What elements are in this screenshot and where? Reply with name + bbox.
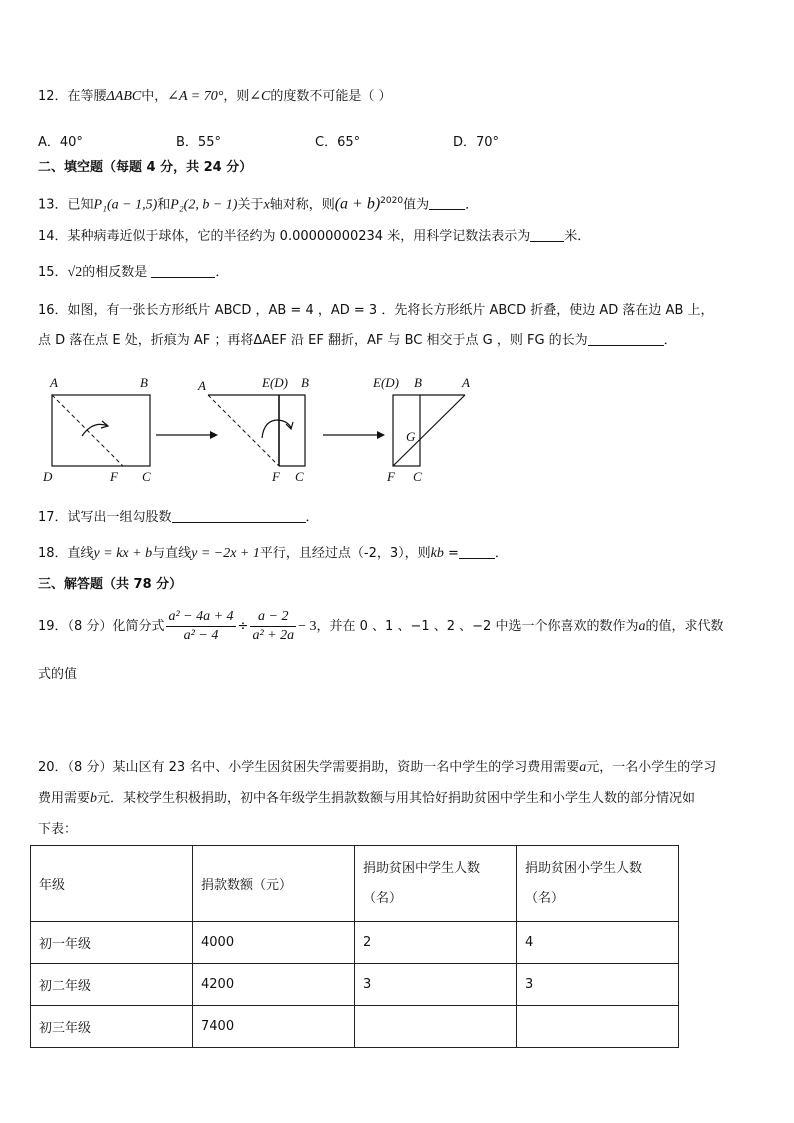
q19-line-2: 式的值 — [38, 667, 78, 682]
table-header-amount: 捐款数额（元） — [193, 846, 355, 922]
figure-2-label-a: A — [198, 378, 206, 393]
q15-stem: 15．√2的相反数是 ． — [38, 265, 229, 280]
figure-1-crease — [52, 395, 123, 466]
figure-1-label-c: C — [142, 469, 151, 484]
figure-3-label-b: B — [414, 375, 422, 390]
q20-line-3: 下表： — [38, 822, 78, 837]
table-header-grade: 年级 — [31, 846, 193, 922]
q16-line-1: 16．如图，有一张长方形纸片 ABCD ，AB = 4 ，AD = 3 ．先将长方形纸片 ABCD 折叠，使边 AD 落在边 AB 上， — [38, 303, 714, 318]
figure-3-label-ed: E(D) — [373, 375, 399, 390]
q16-answer-blank[interactable] — [588, 331, 664, 346]
figure-2-outline — [208, 395, 305, 466]
table-row — [31, 964, 679, 1006]
table-header-middle-school: 捐助贫困中学生人数 （名） — [355, 846, 517, 922]
figure-1-arrow — [82, 424, 108, 436]
figure-2-arrow — [262, 420, 291, 438]
figure-2-label-f: F — [272, 469, 280, 484]
q12-option-d: D．70° — [453, 135, 500, 150]
q19-stem: 19．（8 分）化简分式 $\frac{\text{a² − 4a + 4}}{\text{a² − 4}}$ ÷ $\frac{a - 2}{\text{a² + 2a}}$ − 3，并在 0 、1 、−1 、2 、−2 中选一个你喜欢的数作为a的值，求代数 — [38, 609, 724, 643]
figure-3-label-c: C — [413, 469, 422, 484]
folding-figure — [38, 368, 488, 488]
donation-table — [30, 845, 679, 1048]
q15-answer-blank[interactable] — [151, 263, 215, 278]
q14-answer-blank[interactable] — [530, 227, 564, 242]
table-row — [31, 1006, 679, 1048]
figure-3-label-f: F — [387, 469, 395, 484]
table-cell-amount: 7400 — [193, 1006, 355, 1048]
figure-2-label-ed: E(D) — [262, 375, 288, 390]
table-cell-grade: 初三年级 — [31, 1006, 193, 1048]
table-header-primary-school: 捐助贫困小学生人数 （名） — [517, 846, 679, 922]
q19-fraction-1: $\frac{\text{a² − 4a + 4}}{\text{a² − 4}}$ — [168, 609, 234, 643]
q18-answer-blank[interactable] — [459, 544, 495, 559]
figure-1-label-f: F — [110, 469, 118, 484]
figure-1-rect — [52, 395, 150, 466]
table-header-row — [31, 846, 679, 922]
figure-1-label-d: D — [43, 469, 53, 484]
q13-stem: 13．已知P₁(a − 1,5)和P₂(2, b − 1)关于x轴对称，则$(a + b)^{2020}$值为 ． — [38, 195, 479, 213]
figure-3-fold-line — [393, 395, 465, 466]
figure-1-label-a: A — [50, 375, 58, 390]
q17-stem: 17．试写出一组勾股数 ． — [38, 510, 319, 525]
q12-option-c: C．65° — [315, 135, 361, 150]
figure-1-label-b: B — [140, 375, 148, 390]
q12-stem: 12．在等腰ΔABC中，∠A = 70°，则∠C的度数不可能是（ ） — [38, 89, 392, 104]
figure-3-label-a: A — [462, 375, 470, 390]
table-cell-grade: 初二年级 — [31, 964, 193, 1006]
table-cell-primary[interactable] — [517, 1006, 679, 1048]
figure-2-crease — [208, 395, 279, 466]
figure-3-label-g: G — [406, 429, 416, 444]
q20-line-1: 20．（8 分）某山区有 23 名中、小学生因贫困失学需要捐助，资助一名中学生的学习费用需要a元，一名小学生的学习 — [38, 760, 717, 775]
table-cell-primary: 4 — [517, 922, 679, 964]
q12-option-b: B．55° — [176, 135, 221, 150]
section-3-heading: 三、解答题（共 78 分） — [38, 577, 183, 592]
q13-answer-blank[interactable] — [429, 195, 465, 210]
table-row — [31, 922, 679, 964]
table-cell-amount: 4200 — [193, 964, 355, 1006]
q16-line-2: 点 D 落在点 E 处，折痕为 AF ；再将ΔAEF 沿 EF 翻折，AF 与 BC 相交于点 G ，则 FG 的长为 ． — [38, 333, 677, 348]
q18-stem: 18．直线y = kx + b与直线y = −2x + 1平行，且经过点（-2，3），则kb = ． — [38, 546, 508, 561]
q12-option-a: A．40° — [38, 135, 83, 150]
figure-2-label-c: C — [295, 469, 304, 484]
q17-answer-blank[interactable] — [172, 508, 306, 523]
figure-2-label-b: B — [301, 375, 309, 390]
q14-stem: 14．某种病毒近似于球体，它的半径约为 0.00000000234 米，用科学记数法表示为 米． — [38, 229, 591, 244]
table-cell-amount: 4000 — [193, 922, 355, 964]
table-cell-middle: 2 — [355, 922, 517, 964]
table-cell-grade: 初一年级 — [31, 922, 193, 964]
table-cell-middle: 3 — [355, 964, 517, 1006]
table-cell-primary: 3 — [517, 964, 679, 1006]
section-2-heading: 二、填空题（每题 4 分，共 24 分） — [38, 160, 253, 175]
table-cell-middle[interactable] — [355, 1006, 517, 1048]
q20-line-2: 费用需要b元．某校学生积极捐助，初中各年级学生捐款数额与用其恰好捐助贫困中学生和小学生人数的部分情况如 — [38, 791, 696, 806]
q19-fraction-2: $\frac{a - 2}{\text{a² + 2a}}$ — [252, 609, 295, 643]
